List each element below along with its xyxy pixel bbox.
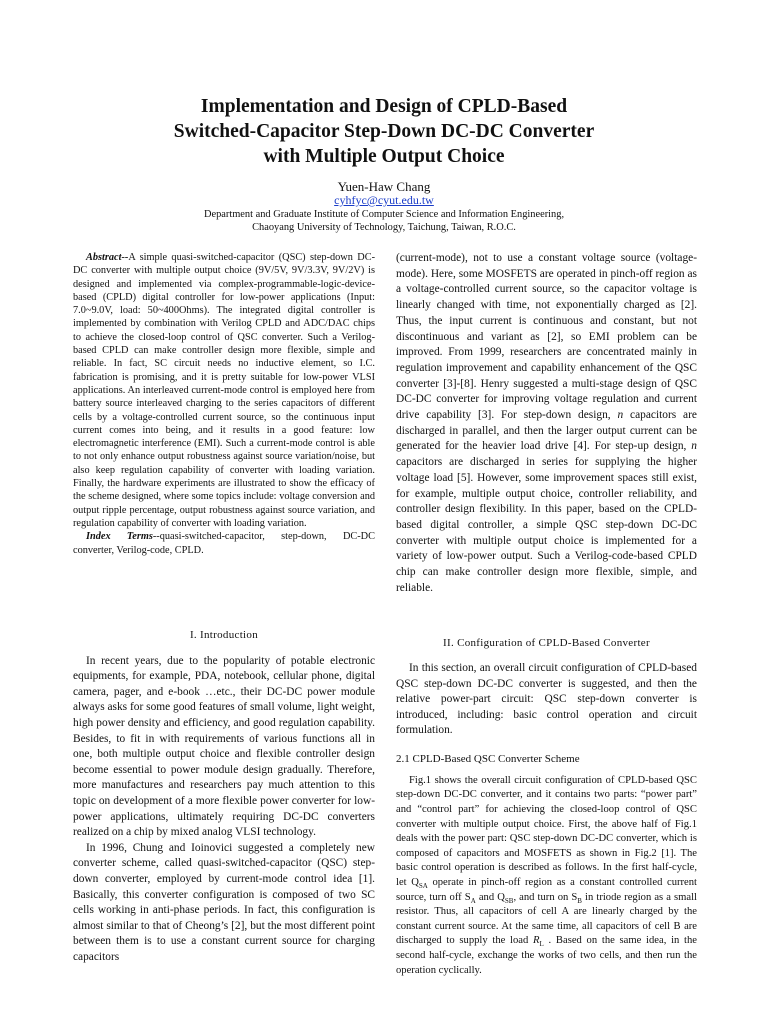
section-1-heading: I. Introduction — [189, 629, 259, 641]
section-2-heading: II. Configuration of CPLD-Based Converter — [443, 637, 650, 649]
title-line-3: with Multiple Output Choice — [263, 146, 505, 167]
continuation-text-c: capacitors are discharged in series for supplying the higher voltage load [5]. However, some improvement spaces still exist, for example, multiple output choice, controller reliability, and controller design flexibility. In this paper, based on the CPLD-based digital controller, a simple QSC step-down DC-DC converter with multiple output choice is implemented for a variety of low-power output. Such a Verilog-code-based CPLD chip can make controller design more flexible, simple, and reliable. — [396, 456, 697, 594]
affiliation-line-2: Chaoyang University of Technology, Taichung, Taiwan, R.O.C. — [252, 221, 516, 233]
affiliation-line-1: Department and Graduate Institute of Computer Science and Information Engineering, — [203, 209, 565, 220]
subscript-a: A — [470, 896, 476, 905]
title-line-2: Switched-Capacitor Step-Down DC-DC Converter — [173, 121, 595, 142]
introduction-section — [73, 628, 375, 965]
index-terms-text: --quasi-switched-capacitor, step-down, DC-DC converter, Verilog-code, CPLD. — [73, 531, 375, 556]
subscript-sa: SA — [418, 882, 428, 891]
right-column-continuation — [396, 251, 697, 596]
author-name: Yuen-Haw Chang — [337, 179, 431, 194]
continuation-text-b: capacitors are discharged in parallel, and then the larger output current can be generated for the heavier load drive [4]. For step-up design, — [396, 409, 697, 453]
subsection-2-1-heading: 2.1 CPLD-Based QSC Converter Scheme — [396, 753, 580, 766]
abstract-block — [73, 251, 375, 557]
abstract-label: Abstract-- — [86, 252, 129, 263]
continuation-text-a: (current-mode), not to use a constant voltage source (voltage-mode). Here, some MOSFETS are operated in pinch-off region as a voltage-controlled current source, so the capacitor voltage is linearly changed with time, not exponentially charged as [2]. Thus, the input current is continuous and constant, but not discontinuous and variant as [2], so EMI problem can be improved. From 1999, researchers are concentrated mainly in regulation improvement and capability enhancement of the QSC converter [3]-[8]. Henry suggested a multi-stage design of QSC DC-DC converter for improving voltage regulation and current drive capability [3]. For step-down design, — [396, 252, 697, 422]
configuration-section — [396, 636, 697, 978]
abstract-text: A simple quasi-switched-capacitor (QSC) step-down DC-DC converter with multiple output choice (9V/5V, 9V/3.3V, 9V/2V) is designed and implemented via complex-programmable-logic-device-based (CPLD) digital controller for low-power applications (Input: 7.0~9.0V, load: 50~400Ohms). The integrated digital controller is implemented by combination with Verilog CPLD and ADC/DAC chips to achieve the closed-loop control of QSC converter. Such a Verilog-based CPLD can make controller design more flexible, simple and reliable. In fact, SC circuit needs no inductive element, so I.C. fabrication is promising, and it is pretty suitable for low-power VLSI applications. An interleaved current-mode control is employed here from battery source interleaved charging to the series capacitors of different cells by a voltage-controlled current source, so the continuous input current comes into being, and it results in a good feature: low electromagnetic interference (EMI). Such a current-mode control is able to not only enhance output robustness against source variation/noise, but also keep regulation capability of converter with loading variation. Finally, the hardware experiments are illustrated to show the efficacy of the scheme designed, where some topics include: voltage conversion and output ripple percentage, output robustness against source variation, and regulation capability of converter with loading variation. — [73, 252, 375, 529]
abstract-paragraph — [73, 251, 375, 530]
section-2-paragraph-1: In this section, an overall circuit configuration of CPLD-based QSC step-down DC-DC converter is suggested, and then the relative power-part circuit: QSC step-down converter is introduced, including: basic control operation and circuit formulation. — [396, 662, 697, 737]
index-terms-paragraph — [73, 530, 375, 557]
variable-n-2: n — [691, 440, 697, 453]
continuation-paragraph — [396, 251, 697, 596]
title-line-1: Implementation and Design of CPLD-Based — [200, 96, 568, 117]
subscript-b: B — [577, 896, 582, 905]
s2-text-c: and Q — [475, 891, 505, 903]
s2-text-d: , and turn on S — [513, 891, 578, 903]
index-terms-label: Index Terms — [86, 531, 153, 543]
subscript-l: L — [539, 940, 544, 949]
variable-n-1: n — [617, 409, 624, 422]
s2-text-b: operate in pinch-off region as a constant controlled current source, turn off S — [396, 877, 697, 903]
variable-r: R — [533, 935, 540, 947]
paper-title — [60, 94, 708, 169]
intro-paragraph-2: In 1996, Chung and Ioinovici suggested a completely new converter scheme, called quasi-switched-capacitor (QSC) step-down converter, employed by current-mode control idea [1]. Basically, this converter configuration is composed of two SC cells working in anti-phase periods. In fact, this configuration is almost similar to that of Cheong’s [2], but the most different point between them is to use a constant current source for charging capacitors — [73, 841, 375, 963]
s2-text-a: Fig.1 shows the overall circuit configuration of CPLD-based QSC step-down DC-DC converter, and it contains two parts: “power part” and “control part” for achieving the closed-loop control of QSC converter with multiple output choice. First, the above half of Fig.1 deals with the power part: QSC step-down DC-DC converter, which is composed of capacitors and MOSFETS as shown in Fig.2 [1]. The basic control operation is described as follows. In the first half-cycle, let Q — [396, 774, 697, 888]
s2-text-f: . Based on the same idea, in the second half-cycle, exchange the works of two cells, and then run the operation cyclically. — [396, 935, 697, 976]
affiliation — [0, 209, 768, 234]
s2-text-e: in triode region as a small resistor. Thus, all capacitors of cell A are linearly charged by the constant current source. At the same time, all capacitors of cell B are discharged to supply the load — [396, 891, 697, 947]
section-2-paragraph-2 — [396, 774, 697, 978]
subscript-sb: SB — [504, 896, 514, 905]
author-email-link[interactable]: cyhfyc@cyut.edu.tw — [334, 193, 434, 207]
intro-paragraph-1: In recent years, due to the popularity of potable electronic equipments, for example, PDA, notebook, cellular phone, digital camera, pager, and e-book …etc., their DC-DC power module always asks for some good features of small volume, light weight, high power density and efficiency, and good regulation capability. Besides, to fit in with requirements of various functions all in one, both multiple output choice and flexible controller design become essential to power module design gradually. Therefore, more manufactures and researchers pay much attention to this topic on development of a more flexible power converter for low-power applications, ultimately requiring DC-DC converters realized on a chip by mixed analog VLSI technology. — [73, 654, 375, 839]
